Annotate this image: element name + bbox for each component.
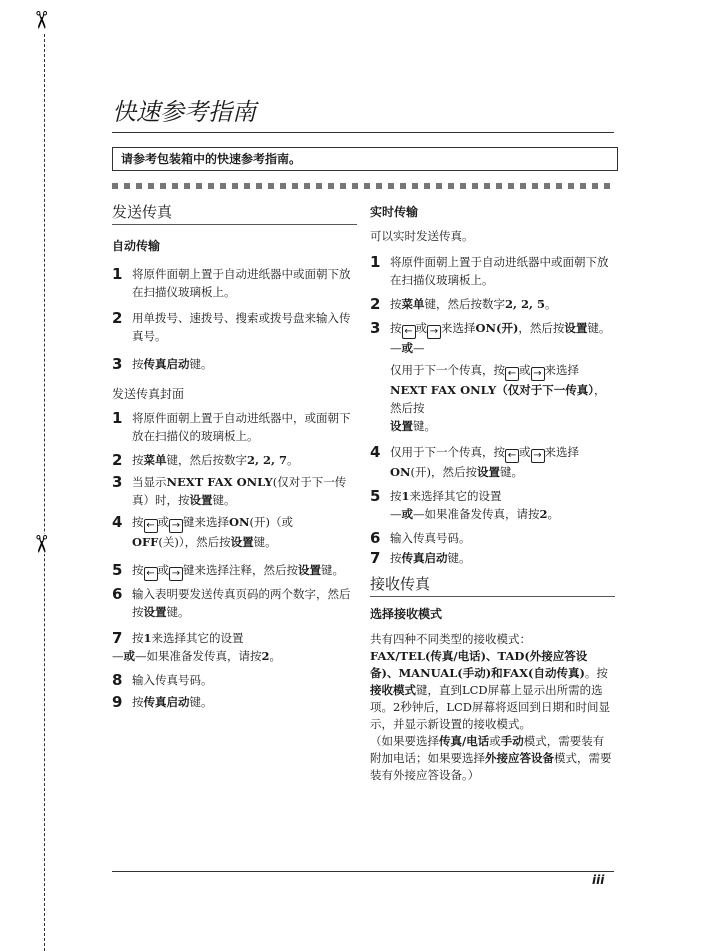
divider-square xyxy=(436,183,442,189)
section-title-receive: 接收传真 xyxy=(370,575,615,597)
divider-square xyxy=(136,183,142,189)
cut-line xyxy=(44,34,45,951)
left-arrow-key-icon: ← xyxy=(505,367,519,381)
divider-square xyxy=(496,183,502,189)
divider-square xyxy=(220,183,226,189)
divider-square xyxy=(364,183,370,189)
left-arrow-key-icon: ← xyxy=(144,519,158,533)
divider-square xyxy=(352,183,358,189)
cover-step-2: 2 按菜单键，然后按数字2, 2, 7。 xyxy=(112,451,299,469)
realtime-intro: 可以实时发送传真。 xyxy=(370,229,474,243)
section-title-send: 发送传真 xyxy=(112,203,357,225)
rt-step-5: 5 按1来选择其它的设置 —或—如果准备发传真，请按2。 xyxy=(370,487,560,521)
title-rule xyxy=(112,132,614,133)
divider-square xyxy=(484,183,490,189)
left-arrow-key-icon: ← xyxy=(402,325,416,339)
divider-square xyxy=(112,183,118,189)
divider-square xyxy=(592,183,598,189)
right-arrow-key-icon: → xyxy=(531,367,545,381)
divider-square xyxy=(508,183,514,189)
footer-rule xyxy=(112,871,614,872)
divider-square xyxy=(520,183,526,189)
rt-step-3: 3 按 ← 或 → 来选择ON(开)，然后按设置键。 —或— xyxy=(370,319,611,355)
divider-square xyxy=(268,183,274,189)
divider-square xyxy=(412,183,418,189)
divider-square xyxy=(400,183,406,189)
left-column xyxy=(112,203,357,711)
subsection-title-realtime: 实时传输 xyxy=(370,205,419,219)
rt-step-7: 7 按传真启动键。 xyxy=(370,549,471,567)
rt-step-4: 4 仅用于下一个传真，按 ← 或 → 来选择 ON(开)，然后按设置键。 xyxy=(370,443,579,479)
divider-square xyxy=(388,183,394,189)
page-title: 快速参考指南 xyxy=(112,98,256,126)
right-column xyxy=(370,203,615,784)
divider-square xyxy=(172,183,178,189)
cover-step-3: 3 当显示NEXT FAX ONLY(仅对于下一传真）时，按设置键。 xyxy=(112,473,347,507)
divider-square xyxy=(196,183,202,189)
cover-step-9: 9 按传真启动键。 xyxy=(112,693,213,711)
divider-square xyxy=(208,183,214,189)
divider-square xyxy=(568,183,574,189)
left-arrow-key-icon: ← xyxy=(144,567,158,581)
scissors-icon: ✂ xyxy=(27,533,56,555)
divider-square xyxy=(424,183,430,189)
divider-square xyxy=(604,183,610,189)
divider-square xyxy=(124,183,130,189)
divider-square xyxy=(148,183,154,189)
rt-step-6: 6 输入传真号码。 xyxy=(370,529,471,547)
page-number: iii xyxy=(592,873,605,887)
divider-square xyxy=(304,183,310,189)
mode-paragraph-2: （如果要选择传真/电话或手动模式，需要装有附加电话；如果要选择外接应答设备模式，需要装有外接应答设备。） xyxy=(370,734,612,782)
divider-square xyxy=(460,183,466,189)
divider-square xyxy=(472,183,478,189)
divider-square xyxy=(184,183,190,189)
subsection-title-cover: 发送传真封面 xyxy=(112,387,185,401)
divider-square xyxy=(448,183,454,189)
divider-square xyxy=(280,183,286,189)
divider-square xyxy=(532,183,538,189)
auto-step-2: 2 用单拨号、速拨号、搜索或拨号盘来输入传真号。 xyxy=(112,309,351,343)
auto-step-3: 3 按传真启动键。 xyxy=(112,355,213,373)
left-arrow-key-icon: ← xyxy=(505,449,519,463)
right-arrow-key-icon: → xyxy=(531,449,545,463)
cover-step-4: 4 按 ← 或 → 键来选择ON(开)（或 OFF(关)），然后按设置键。 xyxy=(112,513,294,549)
auto-step-1: 1 将原件面朝上置于自动进纸器中或面朝下放在扫描仪玻璃板上。 xyxy=(112,265,351,299)
divider-square xyxy=(340,183,346,189)
rt-step-2: 2 按菜单键，然后按数字2, 2, 5。 xyxy=(370,295,557,313)
right-arrow-key-icon: → xyxy=(427,325,441,339)
cover-step-7-alt: —或—如果准备发传真，请按2。 xyxy=(112,649,282,663)
cover-step-1: 1 将原件面朝上置于自动进纸器中，或面朝下放在扫描仪的玻璃板上。 xyxy=(112,409,351,443)
divider-square xyxy=(160,183,166,189)
divider-square xyxy=(316,183,322,189)
dotted-divider xyxy=(112,183,616,189)
divider-square xyxy=(244,183,250,189)
divider-square xyxy=(328,183,334,189)
rt-step-3-alt: 仅用于下一个传真，按 ← 或 → 来选择 NEXT FAX ONLY（仅对于下一传真），然后按 设置键。 xyxy=(390,363,606,433)
notice-box: 请参考包装箱中的快速参考指南。 xyxy=(112,147,618,171)
cover-step-5: 5 按 ← 或 → 键来选择注释，然后按设置键。 xyxy=(112,561,344,579)
divider-square xyxy=(376,183,382,189)
subsection-title-mode: 选择接收模式 xyxy=(370,607,443,621)
divider-square xyxy=(556,183,562,189)
subsection-title-auto: 自动传输 xyxy=(112,239,161,253)
scissors-icon: ✂ xyxy=(27,9,56,31)
mode-paragraph-1: 共有四种不同类型的接收模式： FAX/TEL(传真/电话)、TAD(外接应答设备)、MANUAL(手动)和FAX(自动传真)。按接收模式键，直到LCD屏幕上显示出所需的选项。2秒钟后，LCD屏幕将返回到日期和时间显示，并显示新设置的接收模式。 xyxy=(370,632,610,731)
divider-square xyxy=(292,183,298,189)
rt-step-1: 1 将原件面朝上置于自动进纸器中或面朝下放在扫描仪玻璃板上。 xyxy=(370,253,609,287)
cover-step-7: 7 按1来选择其它的设置 xyxy=(112,629,244,647)
divider-square xyxy=(544,183,550,189)
divider-square xyxy=(580,183,586,189)
divider-square xyxy=(256,183,262,189)
right-arrow-key-icon: → xyxy=(169,519,183,533)
right-arrow-key-icon: → xyxy=(169,567,183,581)
cover-step-8: 8 输入传真号码。 xyxy=(112,671,213,689)
divider-square xyxy=(232,183,238,189)
cover-step-6: 6 输入表明要发送传真页码的两个数字，然后按设置键。 xyxy=(112,585,351,619)
